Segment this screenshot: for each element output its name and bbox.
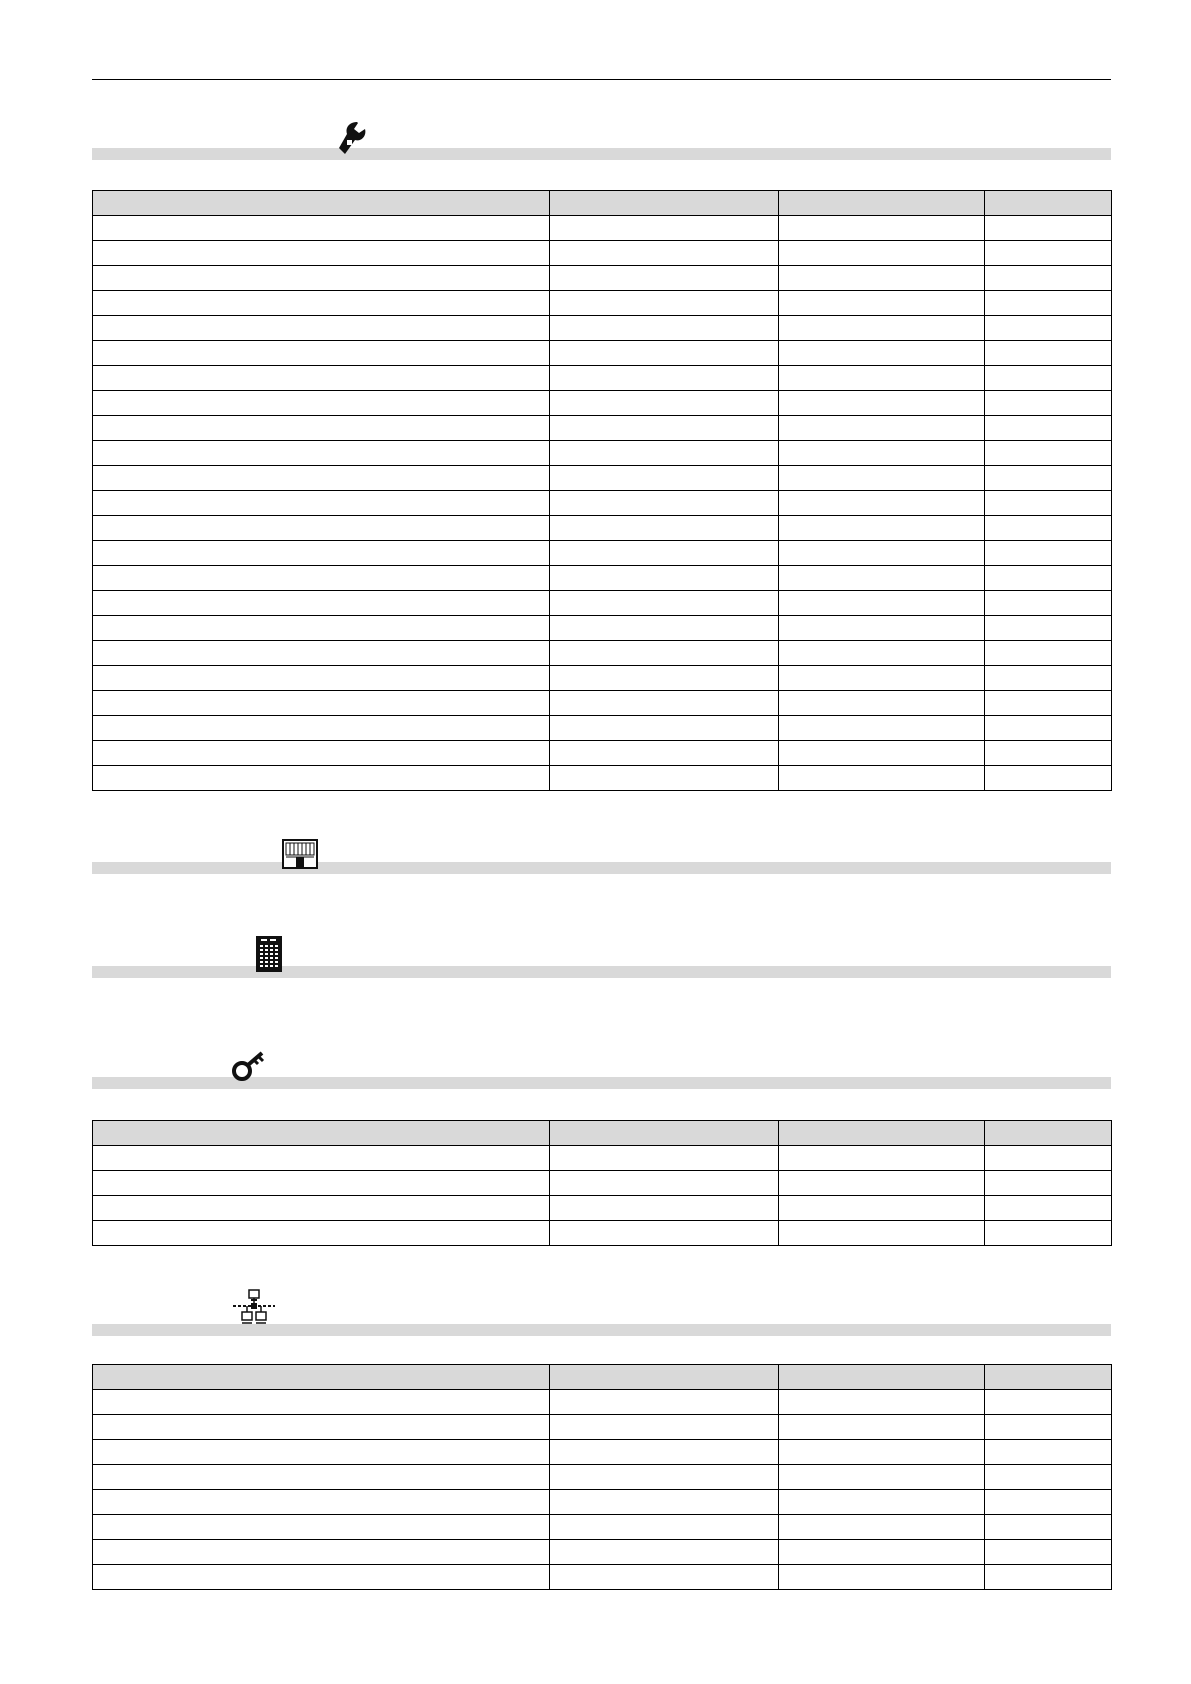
table-row: [93, 616, 1112, 641]
table-cell: [93, 441, 550, 466]
table-cell: [779, 766, 985, 791]
table-cell: [550, 1221, 779, 1246]
table-cell: [93, 1221, 550, 1246]
table-cell: [550, 1146, 779, 1171]
section-bar: [92, 148, 1111, 160]
table-cell: [550, 366, 779, 391]
table-cell: [93, 1146, 550, 1171]
table-cell: [550, 341, 779, 366]
table-row: [93, 566, 1112, 591]
table-cell: [985, 716, 1112, 741]
table-cell: [550, 1440, 779, 1465]
table-header: [93, 1121, 1112, 1146]
table-cell: [985, 1465, 1112, 1490]
table-cell: [550, 1490, 779, 1515]
network-icon: [231, 1289, 277, 1334]
table-header: [93, 191, 1112, 216]
table-cell: [93, 1415, 550, 1440]
table-cell: [779, 241, 985, 266]
table-cell: [985, 1490, 1112, 1515]
table-cell: [779, 591, 985, 616]
table-cell: [985, 1540, 1112, 1565]
table-cell: [985, 541, 1112, 566]
section-bar: [92, 966, 1111, 978]
table-cell: [985, 416, 1112, 441]
table-cell: [985, 1565, 1112, 1590]
table-cell: [93, 466, 550, 491]
table-row: [93, 1171, 1112, 1196]
table-row: [93, 516, 1112, 541]
table-cell: [550, 591, 779, 616]
table-cell: [779, 391, 985, 416]
column-header: [550, 191, 779, 216]
column-header: [93, 191, 550, 216]
table-cell: [779, 641, 985, 666]
table-cell: [550, 516, 779, 541]
table-cell: [93, 1390, 550, 1415]
table-row: [93, 291, 1112, 316]
table-cell: [779, 316, 985, 341]
table-cell: [550, 1565, 779, 1590]
table-header: [93, 1365, 1112, 1390]
table-cell: [985, 1390, 1112, 1415]
table-cell: [985, 1196, 1112, 1221]
table-row: [93, 1146, 1112, 1171]
table-row: [93, 441, 1112, 466]
table-cell: [779, 616, 985, 641]
table-cell: [779, 1171, 985, 1196]
table-cell: [779, 1440, 985, 1465]
table-cell: [93, 1196, 550, 1221]
table-cell: [93, 416, 550, 441]
table-cell: [985, 266, 1112, 291]
table-cell: [550, 1515, 779, 1540]
table-cell: [985, 1146, 1112, 1171]
table-cell: [779, 1465, 985, 1490]
table-cell: [985, 366, 1112, 391]
table-cell: [550, 641, 779, 666]
table-cell: [985, 691, 1112, 716]
table-cell: [550, 416, 779, 441]
column-header: [93, 1365, 550, 1390]
table-cell: [93, 1540, 550, 1565]
table-cell: [93, 641, 550, 666]
table-body: [93, 1146, 1112, 1246]
table-cell: [93, 1490, 550, 1515]
table-cell: [779, 441, 985, 466]
table-cell: [779, 1490, 985, 1515]
control-panel-icon: [282, 839, 318, 874]
section-maintenance: [92, 124, 1111, 160]
table-cell: [985, 516, 1112, 541]
table-cell: [550, 441, 779, 466]
table-cell: [779, 1221, 985, 1246]
section-network: [92, 1296, 1111, 1336]
table-cell: [779, 1196, 985, 1221]
section-keypad: [92, 942, 1111, 978]
table-cell: [550, 741, 779, 766]
table-cell: [550, 1540, 779, 1565]
table-row: [93, 766, 1112, 791]
header-rule: [92, 79, 1111, 80]
table-row: [93, 1196, 1112, 1221]
table-cell: [550, 566, 779, 591]
table-cell: [985, 1415, 1112, 1440]
table-row: [93, 366, 1112, 391]
table-row: [93, 241, 1112, 266]
table-cell: [93, 591, 550, 616]
table-cell: [550, 466, 779, 491]
table-row: [93, 591, 1112, 616]
table-row: [93, 466, 1112, 491]
table-cell: [93, 1465, 550, 1490]
table-cell: [93, 1515, 550, 1540]
table-cell: [985, 1440, 1112, 1465]
table-row: [93, 1415, 1112, 1440]
table-body: [93, 1390, 1112, 1590]
table-cell: [779, 1540, 985, 1565]
table-cell: [985, 491, 1112, 516]
table-row: [93, 316, 1112, 341]
table-cell: [93, 391, 550, 416]
table-row: [93, 741, 1112, 766]
table-row: [93, 216, 1112, 241]
table-row: [93, 1390, 1112, 1415]
table-cell: [985, 466, 1112, 491]
table-row: [93, 1465, 1112, 1490]
column-header: [779, 1121, 985, 1146]
table-cell: [779, 491, 985, 516]
table-cell: [93, 666, 550, 691]
table-cell: [985, 591, 1112, 616]
table-cell: [779, 666, 985, 691]
table-cell: [550, 1196, 779, 1221]
table-cell: [93, 341, 550, 366]
table-header-row: [93, 191, 1112, 216]
table-cell: [985, 741, 1112, 766]
table-cell: [550, 291, 779, 316]
table-cell: [93, 316, 550, 341]
table-body: [93, 216, 1112, 791]
table-cell: [779, 291, 985, 316]
table-row: [93, 1490, 1112, 1515]
column-header: [985, 191, 1112, 216]
column-header: [779, 191, 985, 216]
column-header: [779, 1365, 985, 1390]
table-row: [93, 1540, 1112, 1565]
table-cell: [779, 366, 985, 391]
keypad-icon: [255, 935, 283, 978]
table-row: [93, 1565, 1112, 1590]
table-header-row: [93, 1365, 1112, 1390]
table-cell: [779, 566, 985, 591]
table-cell: [985, 241, 1112, 266]
table-cell: [985, 1171, 1112, 1196]
table-cell: [985, 216, 1112, 241]
table-cell: [779, 1146, 985, 1171]
column-header: [550, 1365, 779, 1390]
table-cell: [985, 391, 1112, 416]
table-cell: [93, 766, 550, 791]
table-cell: [550, 691, 779, 716]
maintenance-table: [92, 190, 1112, 791]
table-cell: [550, 491, 779, 516]
table-row: [93, 666, 1112, 691]
table-cell: [985, 291, 1112, 316]
table-row: [93, 641, 1112, 666]
table-cell: [985, 1515, 1112, 1540]
column-header: [93, 1121, 550, 1146]
table-row: [93, 1221, 1112, 1246]
table-row: [93, 716, 1112, 741]
table-cell: [779, 416, 985, 441]
table-cell: [93, 1171, 550, 1196]
table-row: [93, 416, 1112, 441]
table-row: [93, 491, 1112, 516]
table-cell: [985, 666, 1112, 691]
table-cell: [985, 616, 1112, 641]
table-cell: [93, 1565, 550, 1590]
table-cell: [93, 541, 550, 566]
table-cell: [93, 516, 550, 541]
table-row: [93, 341, 1112, 366]
table-cell: [550, 666, 779, 691]
table-cell: [985, 1221, 1112, 1246]
table-cell: [779, 341, 985, 366]
table-cell: [779, 1415, 985, 1440]
table-cell: [779, 1515, 985, 1540]
table-cell: [550, 1415, 779, 1440]
wrench-icon: [337, 120, 367, 163]
table-cell: [550, 391, 779, 416]
table-cell: [779, 1565, 985, 1590]
table-row: [93, 1440, 1112, 1465]
table-cell: [985, 316, 1112, 341]
table-cell: [779, 716, 985, 741]
table-cell: [550, 541, 779, 566]
table-cell: [550, 616, 779, 641]
table-row: [93, 541, 1112, 566]
table-cell: [550, 266, 779, 291]
column-header: [985, 1365, 1112, 1390]
table-cell: [779, 1390, 985, 1415]
table-cell: [550, 1390, 779, 1415]
table-cell: [985, 441, 1112, 466]
table-cell: [779, 741, 985, 766]
section-bar: [92, 862, 1111, 874]
network-table: [92, 1364, 1112, 1590]
table-cell: [779, 466, 985, 491]
table-cell: [985, 566, 1112, 591]
key-icon: [230, 1049, 272, 1088]
column-header: [985, 1121, 1112, 1146]
table-cell: [550, 316, 779, 341]
section-security: [92, 1053, 1111, 1089]
table-row: [93, 391, 1112, 416]
table-cell: [779, 691, 985, 716]
table-cell: [550, 716, 779, 741]
table-cell: [93, 491, 550, 516]
table-cell: [550, 1171, 779, 1196]
table-cell: [93, 241, 550, 266]
table-cell: [93, 616, 550, 641]
table-cell: [779, 541, 985, 566]
table-cell: [779, 216, 985, 241]
table-row: [93, 1515, 1112, 1540]
table-cell: [985, 341, 1112, 366]
table-cell: [550, 216, 779, 241]
table-cell: [93, 366, 550, 391]
column-header: [550, 1121, 779, 1146]
table-cell: [985, 641, 1112, 666]
table-cell: [93, 266, 550, 291]
table-cell: [93, 741, 550, 766]
table-cell: [779, 516, 985, 541]
table-cell: [779, 266, 985, 291]
table-cell: [93, 691, 550, 716]
table-cell: [550, 1465, 779, 1490]
table-cell: [550, 766, 779, 791]
table-cell: [550, 241, 779, 266]
table-header-row: [93, 1121, 1112, 1146]
table-cell: [985, 766, 1112, 791]
security-table: [92, 1120, 1112, 1246]
section-panel: [92, 838, 1111, 874]
table-cell: [93, 716, 550, 741]
table-cell: [93, 291, 550, 316]
table-cell: [93, 566, 550, 591]
table-cell: [93, 1440, 550, 1465]
table-row: [93, 691, 1112, 716]
table-row: [93, 266, 1112, 291]
table-cell: [93, 216, 550, 241]
